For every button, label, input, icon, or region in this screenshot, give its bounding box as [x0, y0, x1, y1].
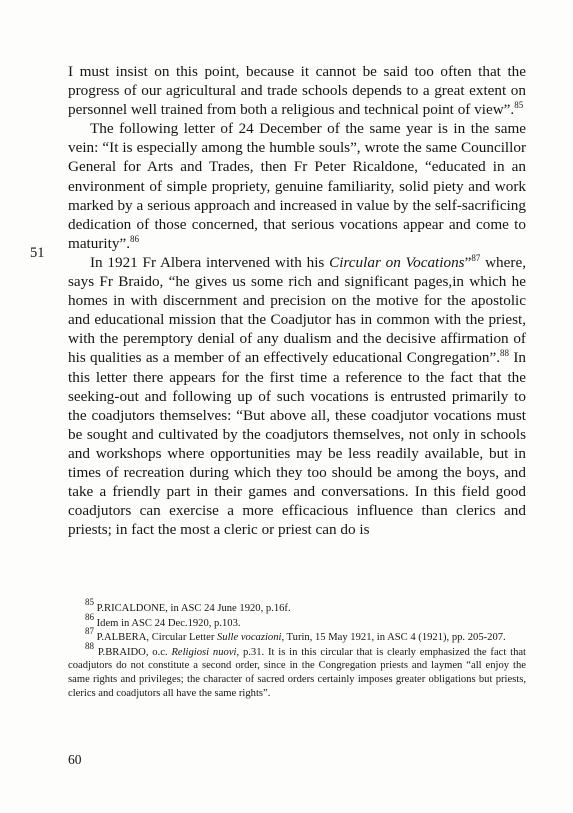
footnote-text: P.RICALDONE, in ASC 24 June 1920, p.16f. [96, 603, 291, 614]
margin-number: 51 [30, 245, 45, 261]
footnote-ref-88: 88 [500, 348, 510, 359]
footnote-italic-title: Religiosi nuovi [171, 646, 237, 658]
paragraph-3-text-a: In 1921 Fr Albera intervened with his [90, 253, 330, 271]
footnote-ref-86: 86 [130, 233, 139, 244]
footnote-ref-85: 85 [514, 100, 524, 111]
footnote-87 [68, 626, 526, 645]
footnote-text: P.ALBERA, Circular Letter [96, 632, 217, 644]
paragraph-1-text: I must insist on this point, because it cannot be said too often that the progress of our agricultural and trade schools depends to a great extent on personnel well trained from both a religious and technical point of view”. [68, 63, 526, 119]
main-text [68, 62, 526, 539]
paragraph-3 [68, 253, 526, 539]
footnote-italic-title: Sulle vocazioni [217, 632, 282, 644]
circular-title: Circular on Vocations [329, 253, 465, 271]
footnote-number: 85 [85, 597, 94, 607]
paragraph-1 [68, 62, 526, 119]
paragraph-3-text-b: ” [464, 253, 472, 271]
footnote-text: , Turin, 15 May 1921, in ASC 4 (1921), pp. 205-207. [281, 632, 506, 644]
footnote-text: P.BRAIDO, o.c. [97, 646, 172, 658]
page-number: 60 [68, 752, 82, 767]
footnote-86 [68, 611, 526, 631]
paragraph-2 [68, 119, 526, 253]
footnote-number: 87 [85, 626, 94, 637]
footnote-number: 88 [85, 640, 94, 651]
footnote-number: 86 [85, 611, 94, 622]
footnote-85 [68, 597, 526, 616]
footnote-text: Idem in ASC 24 Dec.1920, p.103. [96, 617, 241, 629]
paragraph-3-text-c: where, says Fr Braido, “he gives us some rich and significant pages,in which he homes in with discernment and precision on the motive for the apostolic and educational mission that the Coadjutor has in common with the priest, with the peremptory denial of any dualism and the decisive affirmation of his qualities as a member of an effectively educational Congregation”. [68, 253, 526, 367]
footnotes [68, 597, 527, 701]
footnote-88 [68, 640, 527, 700]
paragraph-3-text-d: In this letter there appears for the first time a reference to the fact that the seeking-out and following up of such vocations is entrusted primarily to the coadjutors themselves: “But above all, these coadjutor vocations must be sought and cultivated by the coadjutors themselves, not only in schools and workshops where opportunities may be less readily available, but in times of recreation during which they too should be among the boys, and take a friendly part in their games and conversations. In this field good coadjutors can exercise a more efficacious influence than clerics and priests; in fact the most a cleric or priest can do is [68, 349, 526, 539]
footnote-text: , p.31. It is in this circular that is clearly emphasized the fact that coadjutors do not constitute a second order, since in the Congregation priests and laymen “all enjoy the same rights and privileges; the character of sacred orders certainly imposes greater obligations but priests, clerics and coadjutors all have the same rights”. [68, 646, 527, 699]
paragraph-2-text: The following letter of 24 December of the same year is in the same vein: “It is especially among the humble souls”, wrote the same Councillor General for Arts and Trades, then Fr Peter Ricaldone, “educated in an environment of simple propriety, genuine familiarity, solid piety and work marked by a serious approach and increased in value by the self-sacrificing dedication of those concerned, that serious vocations appear and come to maturity”. [68, 120, 526, 252]
footnote-ref-87: 87 [471, 252, 481, 263]
